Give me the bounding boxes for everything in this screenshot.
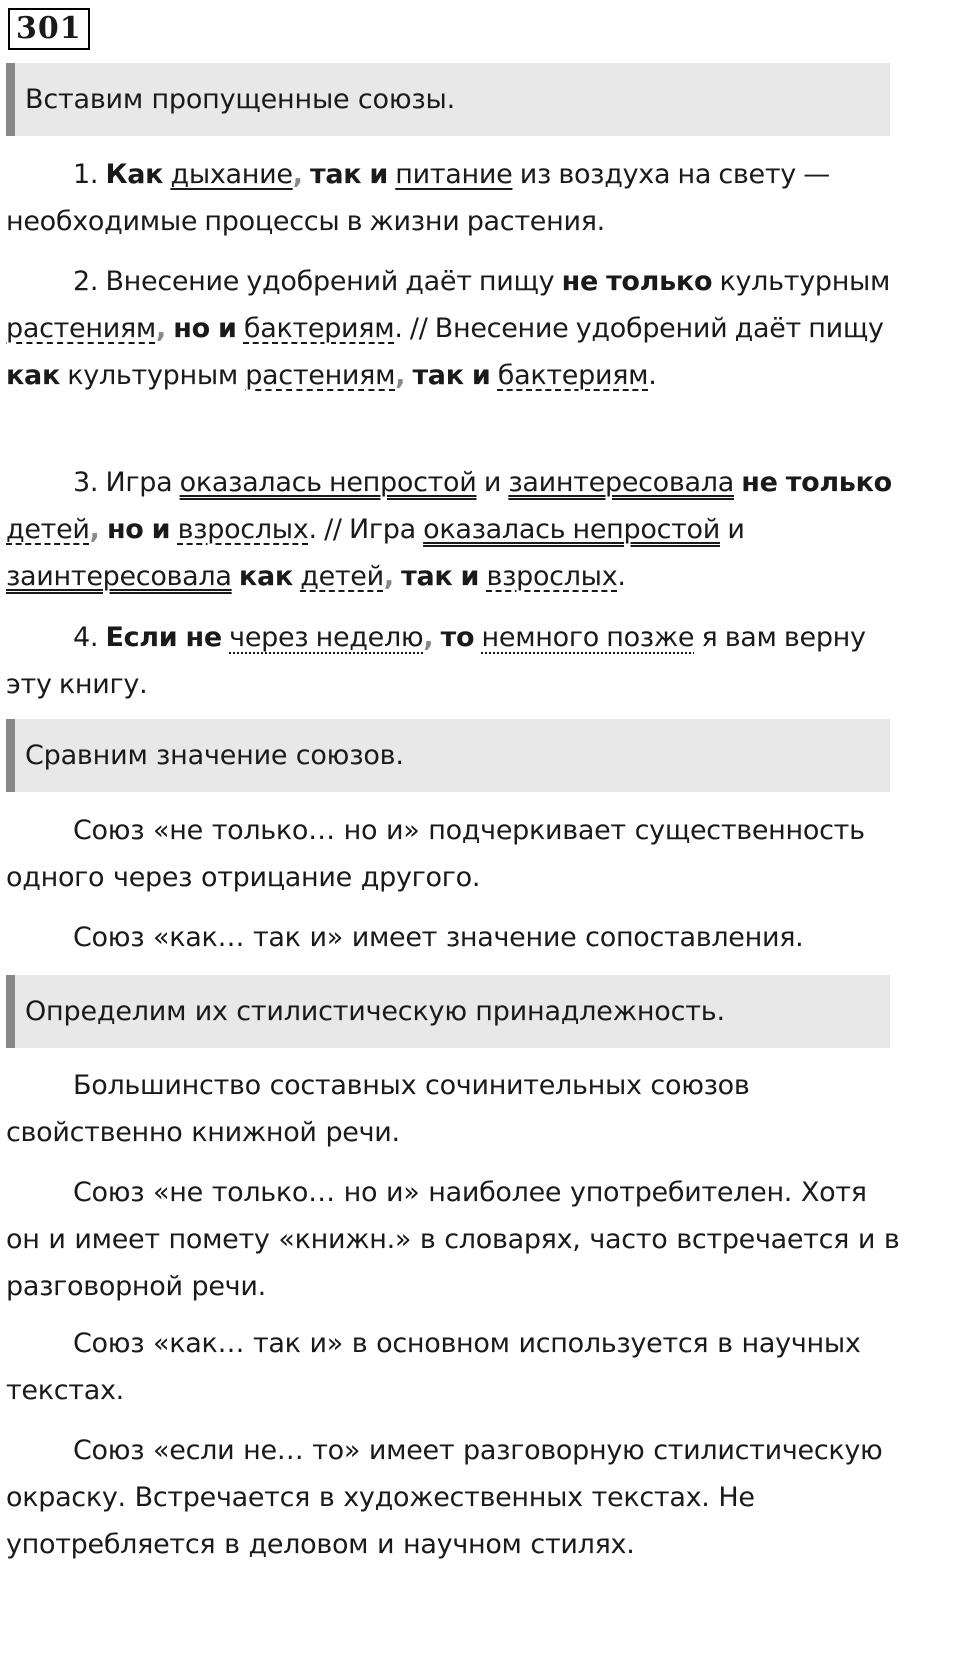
sentence-text: я вам верну эту книгу. bbox=[6, 622, 866, 700]
section-header-compare: Сравним значение союзов. bbox=[6, 719, 890, 792]
object-word: растениям bbox=[245, 360, 396, 391]
sentence-text: . // Игра bbox=[308, 514, 424, 545]
conjunction-tak-i: так и bbox=[309, 159, 388, 190]
compare-paragraph-2: Союз «как… так и» имеет значение сопоставления. bbox=[73, 922, 804, 953]
predicate-word: оказалась непростой bbox=[423, 514, 721, 545]
sentence-text: культурным bbox=[712, 266, 891, 297]
comma-mark: , bbox=[89, 514, 100, 545]
conjunction-to: то bbox=[440, 622, 475, 653]
conjunction-i: и bbox=[476, 467, 509, 498]
object-word: бактериям bbox=[497, 360, 649, 391]
conjunction-kak: Как bbox=[105, 159, 164, 190]
object-word: растениям bbox=[6, 313, 156, 344]
object-word: взрослых bbox=[177, 514, 309, 545]
subject-word: дыхание bbox=[170, 159, 293, 190]
sentence-text: 2. Внесение удобрений даёт пищу bbox=[73, 266, 562, 297]
subject-word: питание bbox=[395, 159, 513, 190]
predicate-word: заинтересовала bbox=[508, 467, 734, 498]
style-paragraph-1: Большинство составных сочинительных союзов свойственно книжной речи. bbox=[6, 1070, 750, 1148]
object-word: бактериям bbox=[243, 313, 395, 344]
conjunction-tak-i: так и bbox=[412, 360, 491, 391]
style-paragraph-2: Союз «не только… но и» наиболее употребителен. Хотя он и имеет помету «книжн.» в словарях, часто встречается и в разговорной речи. bbox=[6, 1177, 900, 1302]
section-header-insert: Вставим пропущенные союзы. bbox=[6, 63, 890, 136]
conjunction-kak: как bbox=[238, 561, 293, 592]
sentence-text: . // Внесение удобрений даёт пищу bbox=[394, 313, 884, 344]
sentence-text: 3. Игра bbox=[73, 467, 180, 498]
object-word: взрослых bbox=[486, 561, 618, 592]
sentence-text: культурным bbox=[59, 360, 246, 391]
conjunction-kak: как bbox=[6, 360, 60, 391]
object-word: детей bbox=[300, 561, 384, 592]
comma-mark: , bbox=[383, 561, 394, 592]
compare-paragraph-1: Союз «не только… но и» подчеркивает существенность одного через отрицание другого. bbox=[6, 815, 865, 893]
sentence-2 bbox=[6, 258, 904, 399]
period-mark: . bbox=[617, 561, 626, 592]
adverbial-word: через неделю bbox=[229, 622, 424, 653]
sentence-text: из воздуха на свету — необходимые процессы в жизни растения. bbox=[6, 159, 830, 237]
conjunction-ne-tolko: не только bbox=[561, 266, 713, 297]
sentence-3 bbox=[6, 459, 904, 600]
predicate-word: заинтересовала bbox=[6, 561, 232, 592]
comma-mark: , bbox=[292, 159, 303, 190]
object-word: детей bbox=[6, 514, 90, 545]
conjunction-i: и bbox=[720, 514, 745, 545]
conjunction-no-i: но и bbox=[106, 514, 171, 545]
section-header-style: Определим их стилистическую принадлежность. bbox=[6, 975, 890, 1048]
conjunction-ne-tolko: не только bbox=[741, 467, 892, 498]
conjunction-esli-ne: Если не bbox=[105, 622, 222, 653]
sentence-1 bbox=[6, 151, 904, 245]
predicate-word: оказалась непростой bbox=[179, 467, 477, 498]
style-paragraph-3: Союз «как… так и» в основном используется в научных текстах. bbox=[6, 1328, 861, 1406]
comma-mark: , bbox=[423, 622, 434, 653]
period-mark: . bbox=[648, 360, 657, 391]
sentence-number: 4. bbox=[73, 622, 106, 653]
sentence-4 bbox=[6, 614, 904, 708]
sentence-number: 1. bbox=[73, 159, 106, 190]
comma-mark: , bbox=[155, 313, 166, 344]
task-number: 301 bbox=[8, 8, 90, 50]
adverbial-word: немного позже bbox=[481, 622, 695, 653]
style-paragraph-4: Союз «если не… то» имеет разговорную стилистическую окраску. Встречается в художественных текстах. Не употребляется в деловом и научном стилях. bbox=[6, 1435, 883, 1560]
conjunction-no-i: но и bbox=[173, 313, 237, 344]
conjunction-tak-i: так и bbox=[401, 561, 480, 592]
comma-mark: , bbox=[395, 360, 406, 391]
